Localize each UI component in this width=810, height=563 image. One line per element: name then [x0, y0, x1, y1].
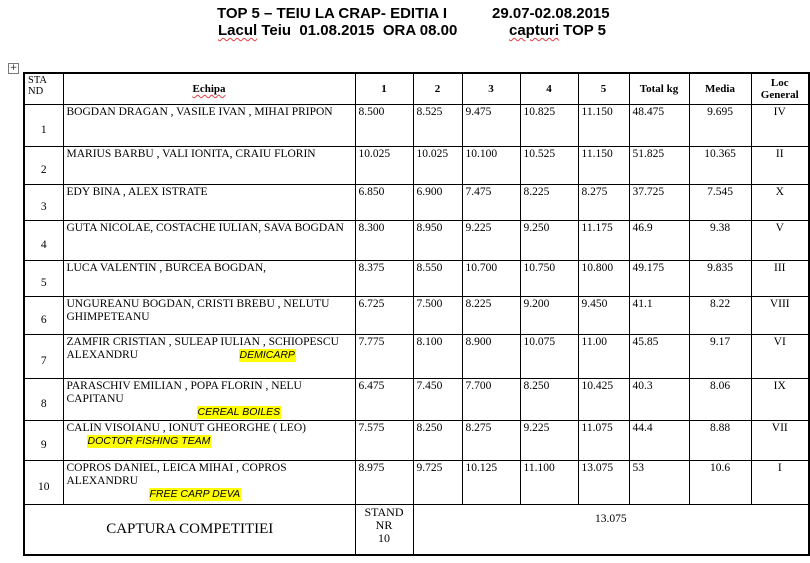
- loc-general: V: [751, 221, 809, 261]
- weight-5: 9.450: [578, 297, 629, 335]
- weight-3: 8.225: [462, 297, 520, 335]
- weight-3: 10.100: [462, 147, 520, 185]
- weight-1: 6.850: [355, 185, 413, 221]
- weight-2: 10.025: [413, 147, 462, 185]
- col-header-loc: Loc General: [751, 73, 809, 105]
- team-cell: [63, 297, 355, 335]
- total-kg: 40.3: [629, 379, 689, 421]
- team-cell: [63, 185, 355, 221]
- media: 9.695: [689, 105, 751, 147]
- weight-4: 9.225: [520, 421, 578, 461]
- table-move-handle-icon[interactable]: +: [9, 63, 18, 73]
- loc-general: I: [751, 461, 809, 505]
- weight-2: 8.250: [413, 421, 462, 461]
- team-names: MARIUS BARBU , VALI IONITA, CRAIU FLORIN: [66, 148, 316, 160]
- team-names: LUCA VALENTIN , BURCEA BOGDAN,: [66, 262, 267, 274]
- stand-number: 9: [24, 421, 63, 461]
- stand-number: 6: [24, 297, 63, 335]
- col-header-stand: STA ND: [24, 73, 63, 105]
- team-names: GUTA NICOLAE, COSTACHE IULIAN, SAVA BOGDAN: [66, 222, 344, 234]
- lake-rest: Teiu 01.08.2015 ORA 08.00: [257, 22, 458, 39]
- weight-5: 13.075: [578, 461, 629, 505]
- total-kg: 49.175: [629, 261, 689, 297]
- weight-2: 8.550: [413, 261, 462, 297]
- table-row: [24, 461, 809, 505]
- weight-4: 9.250: [520, 221, 578, 261]
- stand-number: 5: [24, 261, 63, 297]
- team-names: CALIN VISOIANU , IONUT GHEORGHE ( LEO): [66, 422, 306, 434]
- weight-5: 11.150: [578, 105, 629, 147]
- team-names: PARASCHIV EMILIAN , POPA FLORIN , NELU CAPITANU: [66, 380, 302, 405]
- weight-4: 8.250: [520, 379, 578, 421]
- weight-4: 10.825: [520, 105, 578, 147]
- weight-5: 8.275: [578, 185, 629, 221]
- weight-2: 9.725: [413, 461, 462, 505]
- weight-2: 7.500: [413, 297, 462, 335]
- media: 8.88: [689, 421, 751, 461]
- media: 9.38: [689, 221, 751, 261]
- lake-word: Lacul: [218, 22, 258, 39]
- total-kg: 45.85: [629, 335, 689, 379]
- table-row: [24, 297, 809, 335]
- loc-general: II: [751, 147, 809, 185]
- col-header-5: 5: [578, 73, 629, 105]
- weight-5: 11.075: [578, 421, 629, 461]
- stand-number: 2: [24, 147, 63, 185]
- capture-stand-line-2: NR: [375, 518, 393, 532]
- capture-value: 13.075: [413, 505, 809, 555]
- competition-dates: 29.07-02.08.2015: [492, 5, 610, 22]
- table-row: [24, 147, 809, 185]
- loc-general: VII: [751, 421, 809, 461]
- team-cell: [63, 147, 355, 185]
- weight-5: 11.150: [578, 147, 629, 185]
- col-header-team: Echipa: [63, 73, 355, 105]
- weight-3: 9.225: [462, 221, 520, 261]
- col-header-4: 4: [520, 73, 578, 105]
- media: 9.17: [689, 335, 751, 379]
- weight-2: 8.950: [413, 221, 462, 261]
- sponsor-badge: DOCTOR FISHING TEAM: [87, 435, 211, 447]
- media: 7.545: [689, 185, 751, 221]
- stand-number: 4: [24, 221, 63, 261]
- loc-general: IX: [751, 379, 809, 421]
- weight-1: 8.300: [355, 221, 413, 261]
- weight-2: 8.525: [413, 105, 462, 147]
- weight-4: 11.100: [520, 461, 578, 505]
- weight-3: 7.700: [462, 379, 520, 421]
- team-names: EDY BINA , ALEX ISTRATE: [66, 186, 208, 198]
- weight-5: 11.00: [578, 335, 629, 379]
- loc-general: VI: [751, 335, 809, 379]
- weight-2: 6.900: [413, 185, 462, 221]
- weight-1: 6.475: [355, 379, 413, 421]
- weight-3: 7.475: [462, 185, 520, 221]
- table-row: [24, 421, 809, 461]
- col-header-total: Total kg: [629, 73, 689, 105]
- weight-1: 8.975: [355, 461, 413, 505]
- sponsor-badge: CEREAL BOILES: [197, 406, 281, 418]
- table-row: [24, 105, 809, 147]
- media: 10.6: [689, 461, 751, 505]
- team-cell: [63, 261, 355, 297]
- table-row: [24, 335, 809, 379]
- loc-general: IV: [751, 105, 809, 147]
- weight-3: 10.125: [462, 461, 520, 505]
- weight-1: 8.500: [355, 105, 413, 147]
- stand-number: 1: [24, 105, 63, 147]
- weight-4: 10.525: [520, 147, 578, 185]
- total-kg: 51.825: [629, 147, 689, 185]
- col-header-3: 3: [462, 73, 520, 105]
- lake-and-time: [218, 22, 457, 39]
- weight-1: 10.025: [355, 147, 413, 185]
- capture-row: [24, 505, 809, 555]
- competition-title: TOP 5 – TEIU LA CRAP- EDITIA I: [217, 5, 448, 22]
- weight-3: 9.475: [462, 105, 520, 147]
- col-header-1: 1: [355, 73, 413, 105]
- total-kg: 44.4: [629, 421, 689, 461]
- weight-3: 8.900: [462, 335, 520, 379]
- team-cell: [63, 421, 355, 461]
- total-kg: 48.475: [629, 105, 689, 147]
- table-row: [24, 261, 809, 297]
- weight-5: 10.425: [578, 379, 629, 421]
- total-kg: 37.725: [629, 185, 689, 221]
- weight-1: 7.575: [355, 421, 413, 461]
- capture-stand: [355, 505, 413, 555]
- capture-stand-line-1: STAND: [364, 505, 404, 519]
- capture-stand-line-3: 10: [378, 531, 390, 545]
- stand-number: 10: [24, 461, 63, 505]
- table-row: [24, 185, 809, 221]
- col-header-2: 2: [413, 73, 462, 105]
- weight-2: 7.450: [413, 379, 462, 421]
- weight-4: 9.200: [520, 297, 578, 335]
- team-cell: [63, 105, 355, 147]
- weight-3: 10.700: [462, 261, 520, 297]
- capture-label: CAPTURA COMPETITIEI: [24, 505, 355, 555]
- weight-2: 8.100: [413, 335, 462, 379]
- media: 9.835: [689, 261, 751, 297]
- weight-1: 8.375: [355, 261, 413, 297]
- loc-general: VIII: [751, 297, 809, 335]
- weight-4: 10.750: [520, 261, 578, 297]
- stand-number: 3: [24, 185, 63, 221]
- sponsor-badge: FREE CARP DEVA: [149, 488, 241, 500]
- col-header-media: Media: [689, 73, 751, 105]
- captures-rest: TOP 5: [559, 22, 606, 39]
- captures-word: capturi: [509, 22, 560, 39]
- weight-5: 11.175: [578, 221, 629, 261]
- media: 8.06: [689, 379, 751, 421]
- weight-3: 8.275: [462, 421, 520, 461]
- loc-general: X: [751, 185, 809, 221]
- total-kg: 53: [629, 461, 689, 505]
- captures-title: [509, 22, 606, 39]
- team-names: BOGDAN DRAGAN , VASILE IVAN , MIHAI PRIPON: [66, 106, 333, 118]
- weight-4: 8.225: [520, 185, 578, 221]
- results-table: [23, 72, 810, 556]
- weight-1: 6.725: [355, 297, 413, 335]
- loc-general: III: [751, 261, 809, 297]
- team-names: UNGUREANU BOGDAN, CRISTI BREBU , NELUTU GHIMPETEANU: [66, 298, 330, 323]
- team-names: ZAMFIR CRISTIAN , SULEAP IULIAN , SCHIOPESCU ALEXANDRU: [66, 336, 339, 361]
- stand-number: 7: [24, 335, 63, 379]
- team-cell: [63, 461, 355, 505]
- media: 10.365: [689, 147, 751, 185]
- table-row: [24, 221, 809, 261]
- team-cell: [63, 335, 355, 379]
- title-line-2: [0, 22, 810, 73]
- team-cell: [63, 221, 355, 261]
- sponsor-badge: DEMICARP: [239, 349, 295, 361]
- total-kg: 46.9: [629, 221, 689, 261]
- table-row: [24, 379, 809, 421]
- header-row: [24, 73, 809, 105]
- weight-4: 10.075: [520, 335, 578, 379]
- team-names: COPROS DANIEL, LEICA MIHAI , COPROS ALEXANDRU: [66, 462, 287, 487]
- stand-number: 8: [24, 379, 63, 421]
- weight-5: 10.800: [578, 261, 629, 297]
- media: 8.22: [689, 297, 751, 335]
- team-cell: [63, 379, 355, 421]
- total-kg: 41.1: [629, 297, 689, 335]
- weight-1: 7.775: [355, 335, 413, 379]
